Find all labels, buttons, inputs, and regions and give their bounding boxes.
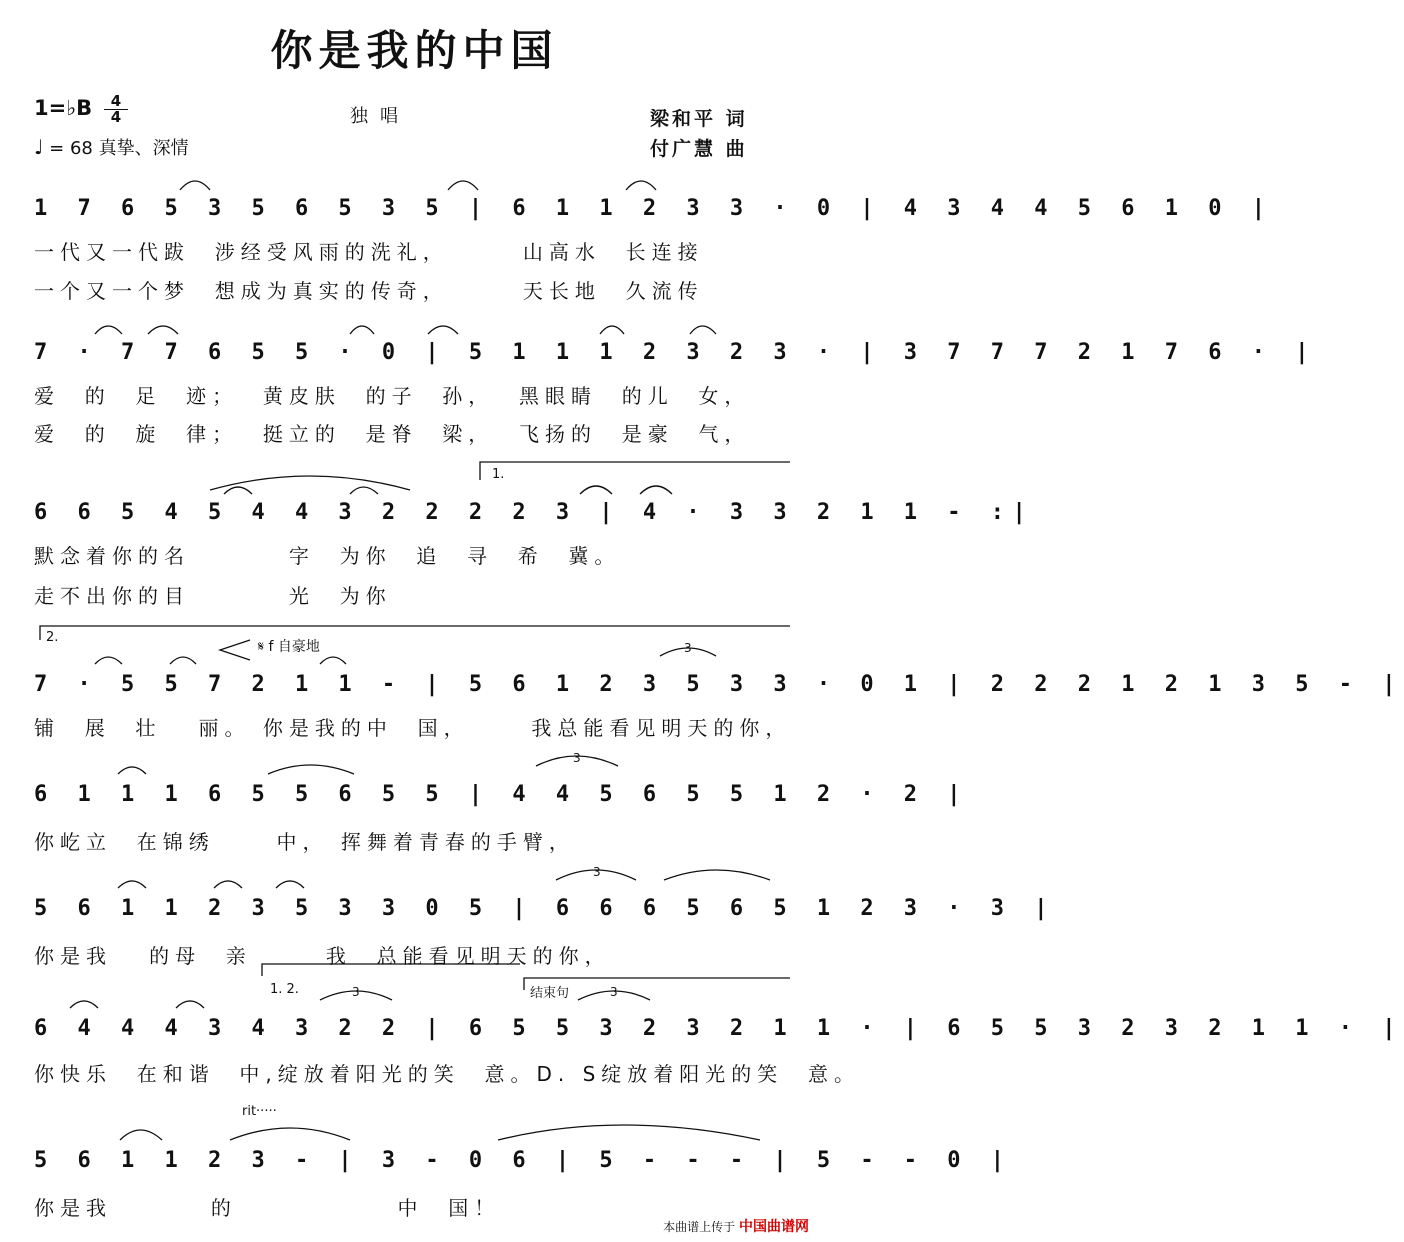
performance-mode: 独唱 (350, 106, 410, 127)
segno-dynamic: 𝄋 f 自豪地 (258, 639, 320, 655)
volta-bracket (524, 978, 790, 990)
notation-row-7: 6 4 4 4 3 4 3 2 2 | 6 5 5 3 2 3 2 1 1 · | 6 5 5 3 2 3 2 1 1 · | (34, 1016, 1404, 1041)
key-signature: 1=♭B (34, 96, 93, 120)
lyric-row-1-verse-2: 一个又一个梦 想成为真实的传奇， 天长地 久流传 (34, 279, 704, 303)
lyricist-credit: 梁和平 词 (650, 108, 748, 130)
crescendo-mark (220, 640, 250, 660)
slur-mark (176, 1001, 204, 1008)
footer-text: 本曲谱上传于 (663, 1220, 736, 1234)
slur-mark (428, 326, 458, 334)
slur-mark (148, 326, 178, 334)
slur-mark (118, 767, 146, 774)
slur-mark (170, 657, 196, 664)
notation-row-6: 5 6 1 1 2 3 5 3 3 0 5 | 6 6 6 5 6 5 1 2 3 · 3 | (34, 896, 1057, 921)
slur-mark (120, 1130, 162, 1140)
slur-mark (224, 487, 252, 494)
lyric-row-4: 铺 展 壮 丽。 你是我的中 国， 我总能看见明天的你， (34, 716, 792, 740)
slur-mark (95, 657, 122, 664)
triplet-mark: 3 (684, 641, 692, 655)
slur-mark (70, 1001, 98, 1008)
lyric-row-3-verse-2: 走不出你的目 光 为你 (34, 584, 392, 608)
ritardando-marking: rit····· (242, 1104, 277, 1119)
slur-mark (210, 476, 410, 490)
notation-row-8: 5 6 1 1 2 3 - | 3 - 0 6 | 5 - - - | 5 - - 0 | (34, 1148, 1013, 1173)
lyric-row-6: 你是我 的母 亲 我 总能看见明天的你， (34, 944, 611, 968)
slur-mark (448, 181, 478, 190)
triplet-mark: 3 (352, 985, 360, 999)
slur-mark (664, 870, 770, 880)
notation-row-4: 7 · 5 5 7 2 1 1 - | 5 6 1 2 3 5 3 3 · 0 1 | 2 2 2 1 2 1 3 5 - | (34, 672, 1404, 697)
slur-mark (498, 1125, 760, 1140)
volta-bracket (40, 626, 790, 640)
lyric-row-5: 你屹立 在锦绣 中， 挥舞着青春的手臂， (34, 830, 575, 854)
lyric-row-2-verse-2: 爱 的 旋 律； 挺立的 是脊 梁， 飞扬的 是豪 气， (34, 422, 751, 446)
slur-mark (690, 326, 716, 334)
slur-mark (230, 1128, 350, 1140)
notation-row-3: 6 6 5 4 5 4 4 3 2 2 2 2 3 | 4 · 3 3 2 1 1 - :| (34, 500, 1035, 525)
composer-credit: 付广慧 曲 (650, 138, 748, 160)
time-denominator: 4 (110, 108, 122, 126)
lyric-row-2-verse-1: 爱 的 足 迹； 黄皮肤 的子 孙， 黑眼睛 的儿 女， (34, 384, 751, 408)
slur-mark (350, 326, 374, 334)
slur-mark (600, 326, 624, 334)
notation-row-1: 1 7 6 5 3 5 6 5 3 5 | 6 1 1 2 3 3 · 0 | 4 3 4 4 5 6 1 0 | (34, 196, 1274, 221)
slur-mark (276, 881, 304, 888)
slur-mark (95, 326, 122, 334)
time-numerator: 4 (104, 94, 128, 110)
triplet-mark: 3 (573, 751, 581, 765)
slur-mark (320, 657, 346, 664)
volta-1-label: 1. (492, 467, 505, 482)
tempo-text: = 68 真挚、深情 (49, 138, 189, 159)
footer-credit (663, 1216, 809, 1236)
footer-site-logo[interactable]: 中国曲谱网 (739, 1219, 809, 1235)
lyric-row-7: 你快乐 在和谐 中,绽放着阳光的笑 意。D. S绽放着阳光的笑 意。 (34, 1062, 861, 1086)
notation-row-5: 6 1 1 1 6 5 5 6 5 5 | 4 4 5 6 5 5 1 2 · 2 | (34, 782, 970, 807)
notation-row-2: 7 · 7 7 6 5 5 · 0 | 5 1 1 1 2 3 2 3 · | 3 7 7 7 2 1 7 6 · | (34, 340, 1317, 365)
slur-mark (118, 881, 146, 888)
song-title: 你是我的中国 (270, 26, 559, 75)
slur-mark (268, 765, 354, 774)
slur-mark (626, 181, 656, 190)
volta-bracket (262, 964, 520, 976)
triplet-mark: 3 (610, 985, 618, 999)
slur-mark (580, 486, 612, 494)
volta-bracket (480, 462, 790, 480)
triplet-mark: 3 (593, 865, 601, 879)
lyric-row-3-verse-1: 默念着你的名 字 为你 追 寻 希 冀。 (34, 544, 621, 568)
volta-12-label: 1. 2. (270, 982, 299, 997)
slur-mark (350, 487, 378, 494)
quarter-note-icon: ♩ (34, 135, 44, 159)
slur-mark (214, 881, 242, 888)
ending-label: 结束句 (530, 986, 570, 1001)
lyric-row-1-verse-1: 一代又一代跋 涉经受风雨的洗礼， 山高水 长连接 (34, 240, 704, 264)
slur-mark (640, 486, 672, 494)
lyric-row-8: 你是我 的 中 国！ (34, 1196, 501, 1220)
volta-2-label: 2. (46, 630, 59, 645)
slur-mark (180, 181, 210, 190)
